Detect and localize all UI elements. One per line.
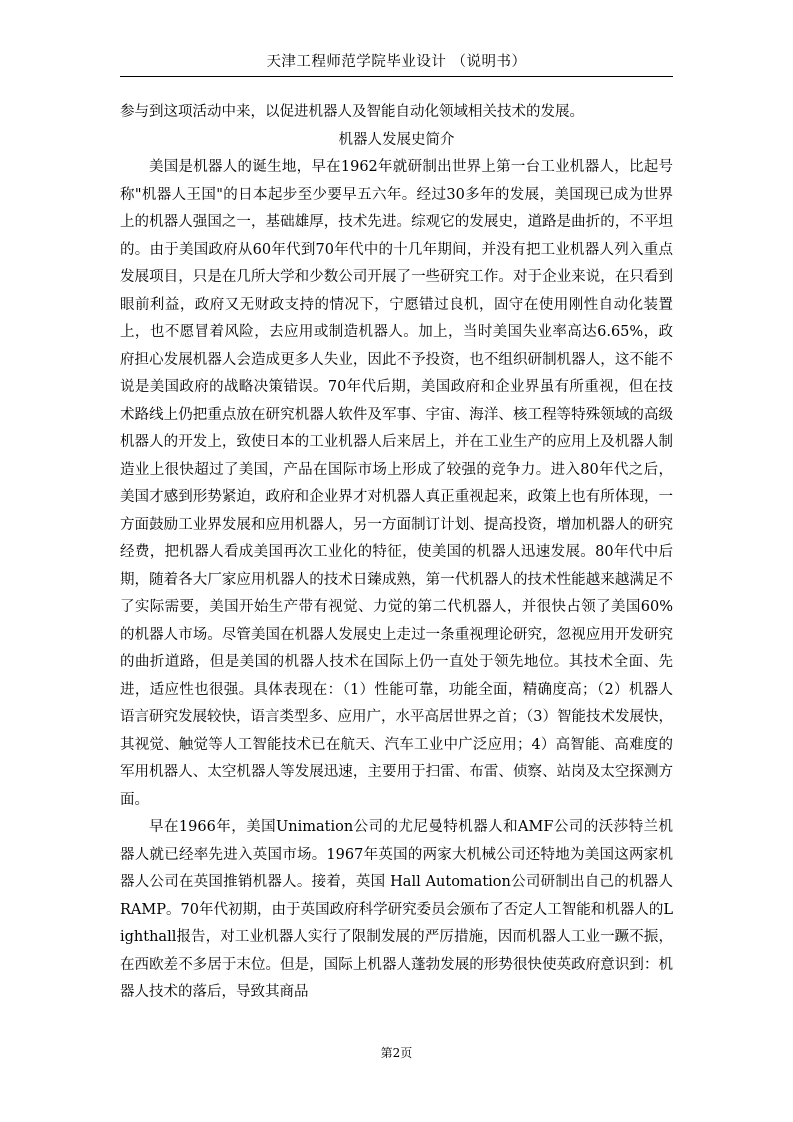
page-number: 第2页 [380, 1046, 413, 1060]
paragraph-uk-robotics: 早在1966年，美国Unimation公司的尤尼曼特机器人和AMF公司的沃莎特兰机器人就已经率先进入英国市场。1967年英国的两家大机械公司还特地为美国这两家机器人公司在英国推销机器人。接着，英国 Hall Automation公司研制出自己的机器人RAMP。70年代初期，由于英国政府科学研究委员会颁布了否定人工智能和机器人的Lighthall报告，对工业机器人实行了限制发展的严厉措施，因而机器人工业一蹶不振，在西欧差不多居于末位。但是，国际上机器人蓬勃发展的形势很快使英政府意识到：机器人技术的落后，导致其商品 [120, 819, 673, 1000]
document-body [120, 99, 673, 1007]
section-title: 机器人发展史简介 [338, 131, 455, 148]
header-divider [120, 76, 673, 77]
paragraph-usa-robotics: 美国是机器人的诞生地，早在1962年就研制出世界上第一台工业机器人，比起号称"机器人王国"的日本起步至少要早五六年。经过30多年的发展，美国现已成为世界上的机器人强国之一，基础雄厚，技术先进。综观它的发展史，道路是曲折的，不平坦的。由于美国政府从60年代到70年代中的十几年期间，并没有把工业机器人列入重点发展项目，只是在几所大学和少数公司开展了一些研究工作。对于企业来说，在只看到眼前利益，政府又无财政支持的情况下，宁愿错过良机，固守在使用刚性自动化装置上，也不愿冒着风险，去应用或制造机器人。加上，当时美国失业率高达6.65%，政府担心发展机器人会造成更多人失业，因此不予投资，也不组织研制机器人，这不能不说是美国政府的战略决策错误。70年代后期，美国政府和企业界虽有所重视，但在技术路线上仍把重点放在研究机器人软件及军事、宇宙、海洋、核工程等特殊领域的高级机器人的开发上，致使日本的工业机器人后来居上，并在工业生产的应用上及机器人制造业上很快超过了美国，产品在国际市场上形成了较强的竞争力。进入80年代之后，美国才感到形势紧迫，政府和企业界才对机器人真正重视起来，政策上也有所体现，一方面鼓励工业界发展和应用机器人，另一方面制订计划、提高投资，增加机器人的研究经费，把机器人看成美国再次工业化的特征，使美国的机器人迅速发展。80年代中后期，随着各大厂家应用机器人的技术日臻成熟，第一代机器人的技术性能越来越满足不了实际需要，美国开始生产带有视觉、力觉的第二代机器人，并很快占领了美国60%的机器人市场。尽管美国在机器人发展史上走过一条重视理论研究，忽视应用开发研究的曲折道路，但是美国的机器人技术在国际上仍一直处于领先地位。其技术全面、先进，适应性也很强。具体表现在：（1）性能可靠，功能全面，精确度高；（2）机器人语言研究发展较快，语言类型多、应用广，水平高居世界之首；（3）智能技术发展快，其视觉、触觉等人工智能技术已在航天、汽车工业中广泛应用；4）高智能、高难度的军用机器人、太空机器人等发展迅速，主要用于扫雷、布雷、侦察、站岗及太空探测方面。 [120, 159, 673, 808]
intro-line: 参与到这项活动中来，以促进机器人及智能自动化领域相关技术的发展。 [120, 104, 584, 120]
page-header: 天津工程师范学院毕业设计 （说明书） [266, 54, 527, 70]
